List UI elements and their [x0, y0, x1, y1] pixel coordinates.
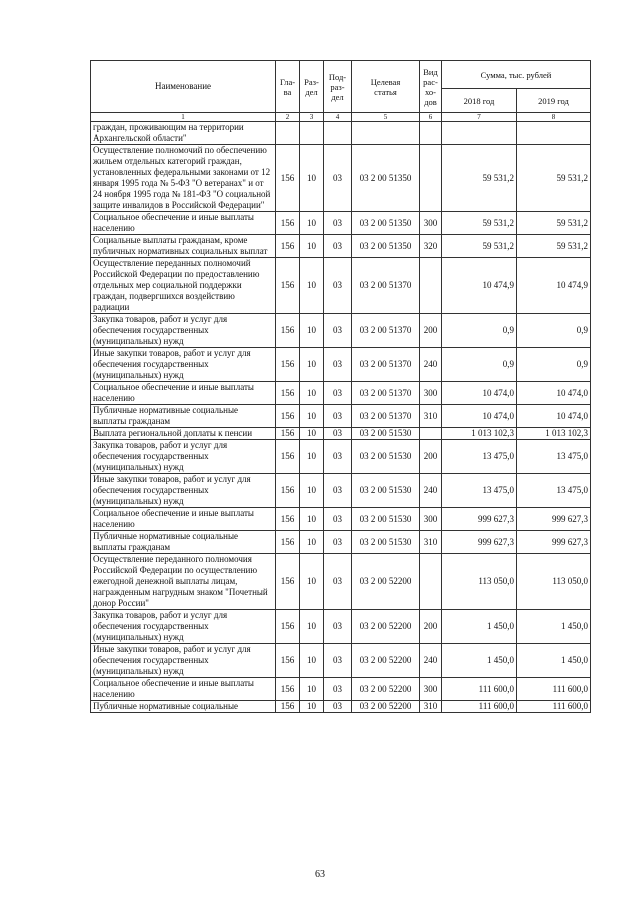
row-subsection: 03 [324, 554, 352, 610]
row-subsection [324, 122, 352, 145]
row-name: Закупка товаров, работ и услуг для обеспечения государственных (муниципальных) нужд [91, 314, 276, 348]
row-section: 10 [300, 348, 324, 382]
row-expense-type: 200 [420, 610, 442, 644]
row-sum-2019: 1 013 102,3 [517, 428, 591, 440]
row-sum-2018: 111 600,0 [442, 701, 517, 713]
row-sum-2019: 999 627,3 [517, 531, 591, 554]
row-sum-2018: 10 474,0 [442, 382, 517, 405]
table-row [91, 348, 591, 382]
table-row [91, 701, 591, 713]
row-section: 10 [300, 405, 324, 428]
row-section: 10 [300, 474, 324, 508]
row-sum-2019: 1 450,0 [517, 644, 591, 678]
row-expense-type: 300 [420, 508, 442, 531]
row-section: 10 [300, 610, 324, 644]
row-name: Закупка товаров, работ и услуг для обеспечения государственных (муниципальных) нужд [91, 610, 276, 644]
table-row [91, 235, 591, 258]
column-number: 8 [517, 113, 591, 122]
column-number: 4 [324, 113, 352, 122]
column-number: 5 [352, 113, 420, 122]
row-expense-type: 240 [420, 644, 442, 678]
row-subsection: 03 [324, 212, 352, 235]
row-chapter: 156 [276, 428, 300, 440]
row-chapter: 156 [276, 258, 300, 314]
header-expense-type: Вид рас- хо- дов [420, 61, 442, 113]
row-expense-type: 200 [420, 314, 442, 348]
row-chapter [276, 122, 300, 145]
row-subsection: 03 [324, 348, 352, 382]
row-target: 03 2 00 51530 [352, 531, 420, 554]
row-section: 10 [300, 644, 324, 678]
row-chapter: 156 [276, 474, 300, 508]
row-sum-2018: 13 475,0 [442, 440, 517, 474]
row-sum-2019: 1 450,0 [517, 610, 591, 644]
column-number: 7 [442, 113, 517, 122]
row-section: 10 [300, 235, 324, 258]
header-chapter: Гла- ва [276, 61, 300, 113]
row-name: Социальное обеспечение и иные выплаты населению [91, 382, 276, 405]
row-subsection: 03 [324, 644, 352, 678]
row-name: Иные закупки товаров, работ и услуг для обеспечения государственных (муниципальных) нужд [91, 474, 276, 508]
row-target: 03 2 00 51530 [352, 440, 420, 474]
row-sum-2018: 1 450,0 [442, 644, 517, 678]
row-section: 10 [300, 508, 324, 531]
table-row [91, 474, 591, 508]
row-chapter: 156 [276, 440, 300, 474]
row-name: Осуществление полномочий по обеспечению жильем отдельных категорий граждан, установленных федеральными законами от 12 января 1995 года № 5-ФЗ "О ветеранах" и от 24 ноября 1995 года № 181-ФЗ "О социальной защите инвалидов в Российской Федерации" [91, 145, 276, 212]
row-sum-2019: 59 531,2 [517, 145, 591, 212]
row-subsection: 03 [324, 428, 352, 440]
table-row [91, 644, 591, 678]
row-section: 10 [300, 258, 324, 314]
row-sum-2019: 59 531,2 [517, 235, 591, 258]
row-sum-2019: 0,9 [517, 348, 591, 382]
row-target: 03 2 00 51370 [352, 405, 420, 428]
row-sum-2019 [517, 122, 591, 145]
row-name: Иные закупки товаров, работ и услуг для обеспечения государственных (муниципальных) нужд [91, 348, 276, 382]
row-sum-2019: 111 600,0 [517, 701, 591, 713]
row-chapter: 156 [276, 145, 300, 212]
row-name: Осуществление переданных полномочий Российской Федерации по предоставлению отдельных мер социальной поддержки граждан, подвергшихся воздействию радиации [91, 258, 276, 314]
row-name: граждан, проживающим на территории Архангельской области" [91, 122, 276, 145]
row-target: 03 2 00 51370 [352, 314, 420, 348]
header-subsection: Под- раз- дел [324, 61, 352, 113]
table-row [91, 145, 591, 212]
row-subsection: 03 [324, 610, 352, 644]
row-name: Иные закупки товаров, работ и услуг для обеспечения государственных (муниципальных) нужд [91, 644, 276, 678]
row-expense-type: 240 [420, 348, 442, 382]
row-section: 10 [300, 314, 324, 348]
table-row [91, 531, 591, 554]
row-sum-2018: 999 627,3 [442, 508, 517, 531]
row-expense-type [420, 258, 442, 314]
table-body [91, 122, 591, 713]
row-expense-type: 300 [420, 678, 442, 701]
row-name: Публичные нормативные социальные [91, 701, 276, 713]
table-row [91, 122, 591, 145]
row-chapter: 156 [276, 235, 300, 258]
header-year-2019: 2019 год [517, 89, 591, 113]
row-section [300, 122, 324, 145]
row-target: 03 2 00 52200 [352, 644, 420, 678]
row-sum-2018: 0,9 [442, 314, 517, 348]
header-sum-group: Сумма, тыс. рублей [442, 61, 591, 89]
row-section: 10 [300, 428, 324, 440]
row-sum-2019: 111 600,0 [517, 678, 591, 701]
row-section: 10 [300, 382, 324, 405]
row-sum-2019: 0,9 [517, 314, 591, 348]
row-expense-type [420, 554, 442, 610]
row-chapter: 156 [276, 678, 300, 701]
row-target: 03 2 00 52200 [352, 610, 420, 644]
table-row [91, 440, 591, 474]
table-row [91, 554, 591, 610]
column-number: 3 [300, 113, 324, 122]
row-target: 03 2 00 51370 [352, 382, 420, 405]
row-chapter: 156 [276, 508, 300, 531]
row-section: 10 [300, 678, 324, 701]
row-name: Осуществление переданного полномочия Российской Федерации по осуществлению ежегодной денежной выплаты лицам, награжденным нагрудным знаком "Почетный донор России" [91, 554, 276, 610]
row-subsection: 03 [324, 145, 352, 212]
row-chapter: 156 [276, 644, 300, 678]
column-number: 6 [420, 113, 442, 122]
row-subsection: 03 [324, 531, 352, 554]
table-row [91, 678, 591, 701]
row-section: 10 [300, 440, 324, 474]
row-name: Выплата региональной доплаты к пенсии [91, 428, 276, 440]
row-sum-2018: 59 531,2 [442, 235, 517, 258]
row-target: 03 2 00 51530 [352, 428, 420, 440]
table-row [91, 314, 591, 348]
row-chapter: 156 [276, 382, 300, 405]
header-target: Целевая статья [352, 61, 420, 113]
row-subsection: 03 [324, 701, 352, 713]
budget-table [90, 60, 591, 713]
header-section: Раз- дел [300, 61, 324, 113]
row-subsection: 03 [324, 440, 352, 474]
row-expense-type: 300 [420, 382, 442, 405]
row-target: 03 2 00 51370 [352, 258, 420, 314]
row-target [352, 122, 420, 145]
table-row [91, 258, 591, 314]
row-chapter: 156 [276, 405, 300, 428]
table-row [91, 610, 591, 644]
row-sum-2018: 113 050,0 [442, 554, 517, 610]
table-row [91, 428, 591, 440]
row-sum-2019: 10 474,0 [517, 382, 591, 405]
table-row [91, 212, 591, 235]
row-target: 03 2 00 52200 [352, 554, 420, 610]
row-name: Социальное обеспечение и иные выплаты населению [91, 678, 276, 701]
row-subsection: 03 [324, 382, 352, 405]
row-sum-2018: 13 475,0 [442, 474, 517, 508]
row-section: 10 [300, 554, 324, 610]
row-chapter: 156 [276, 701, 300, 713]
row-target: 03 2 00 52200 [352, 678, 420, 701]
row-subsection: 03 [324, 258, 352, 314]
header-year-2018: 2018 год [442, 89, 517, 113]
row-sum-2019: 13 475,0 [517, 474, 591, 508]
row-expense-type: 300 [420, 212, 442, 235]
row-expense-type [420, 428, 442, 440]
row-name: Закупка товаров, работ и услуг для обеспечения государственных (муниципальных) нужд [91, 440, 276, 474]
row-expense-type [420, 122, 442, 145]
row-subsection: 03 [324, 405, 352, 428]
row-target: 03 2 00 51350 [352, 145, 420, 212]
row-target: 03 2 00 52200 [352, 701, 420, 713]
row-sum-2018: 1 450,0 [442, 610, 517, 644]
row-subsection: 03 [324, 314, 352, 348]
header-name: Наименование [91, 61, 276, 113]
row-subsection: 03 [324, 678, 352, 701]
row-sum-2019: 59 531,2 [517, 212, 591, 235]
row-name: Социальные выплаты гражданам, кроме публичных нормативных социальных выплат [91, 235, 276, 258]
row-chapter: 156 [276, 314, 300, 348]
row-sum-2019: 10 474,0 [517, 405, 591, 428]
row-subsection: 03 [324, 474, 352, 508]
row-section: 10 [300, 531, 324, 554]
row-sum-2019: 13 475,0 [517, 440, 591, 474]
row-subsection: 03 [324, 235, 352, 258]
row-expense-type: 310 [420, 405, 442, 428]
row-chapter: 156 [276, 554, 300, 610]
table-row [91, 405, 591, 428]
row-sum-2018: 59 531,2 [442, 145, 517, 212]
row-target: 03 2 00 51530 [352, 508, 420, 531]
row-expense-type: 240 [420, 474, 442, 508]
row-sum-2018: 1 013 102,3 [442, 428, 517, 440]
row-sum-2018: 10 474,0 [442, 405, 517, 428]
column-number-row [91, 113, 591, 122]
row-expense-type: 200 [420, 440, 442, 474]
column-number: 1 [91, 113, 276, 122]
row-target: 03 2 00 51350 [352, 235, 420, 258]
row-section: 10 [300, 212, 324, 235]
row-sum-2019: 113 050,0 [517, 554, 591, 610]
row-target: 03 2 00 51530 [352, 474, 420, 508]
row-sum-2019: 999 627,3 [517, 508, 591, 531]
row-chapter: 156 [276, 212, 300, 235]
row-sum-2019: 10 474,9 [517, 258, 591, 314]
row-name: Социальное обеспечение и иные выплаты населению [91, 212, 276, 235]
row-expense-type: 310 [420, 531, 442, 554]
row-name: Публичные нормативные социальные выплаты гражданам [91, 531, 276, 554]
table-row [91, 382, 591, 405]
row-sum-2018: 111 600,0 [442, 678, 517, 701]
row-sum-2018: 59 531,2 [442, 212, 517, 235]
row-name: Социальное обеспечение и иные выплаты населению [91, 508, 276, 531]
row-expense-type: 310 [420, 701, 442, 713]
row-sum-2018: 0,9 [442, 348, 517, 382]
row-sum-2018: 999 627,3 [442, 531, 517, 554]
row-sum-2018 [442, 122, 517, 145]
row-subsection: 03 [324, 508, 352, 531]
table-row [91, 508, 591, 531]
row-sum-2018: 10 474,9 [442, 258, 517, 314]
row-target: 03 2 00 51370 [352, 348, 420, 382]
row-target: 03 2 00 51350 [352, 212, 420, 235]
page-number: 63 [315, 869, 325, 880]
row-expense-type: 320 [420, 235, 442, 258]
row-chapter: 156 [276, 610, 300, 644]
row-section: 10 [300, 145, 324, 212]
column-number: 2 [276, 113, 300, 122]
row-expense-type [420, 145, 442, 212]
row-chapter: 156 [276, 348, 300, 382]
row-chapter: 156 [276, 531, 300, 554]
row-name: Публичные нормативные социальные выплаты гражданам [91, 405, 276, 428]
row-section: 10 [300, 701, 324, 713]
